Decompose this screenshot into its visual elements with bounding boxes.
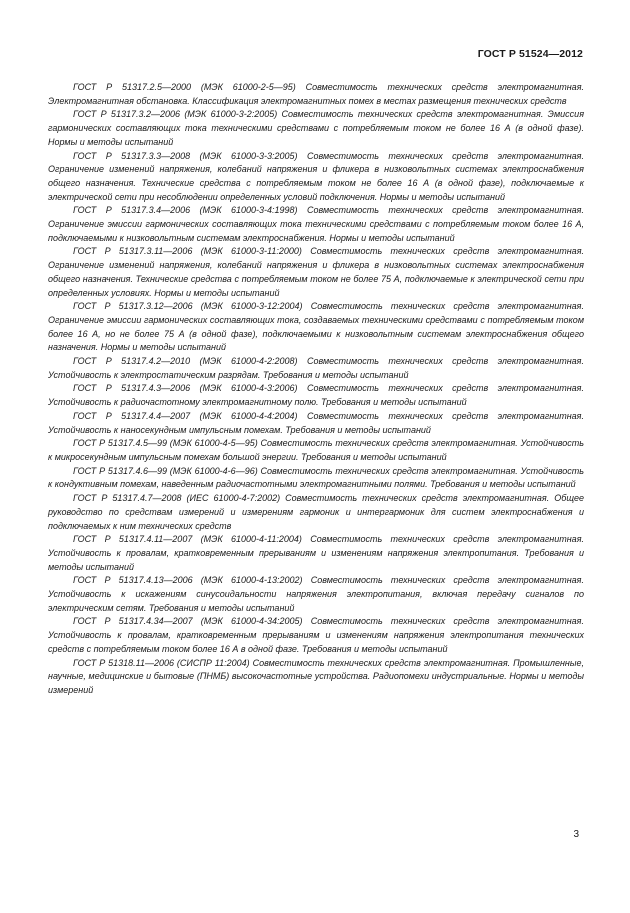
reference-entry: ГОСТ Р 51317.4.6—99 (МЭК 61000-4-6—96) Совместимость технических средств электромагнитная. Устойчивость к кондуктивным помехам, наведенным радиочастотными электромагнитными полями. Требования и методы испытаний [48, 465, 584, 490]
reference-entry: ГОСТ Р 51317.2.5—2000 (МЭК 61000-2-5—95) Совместимость технических средств электромагнитная. Электромагнитная обстановка. Классификация электромагнитных помех в местах размещения технических средств [48, 82, 584, 106]
reference-entry: ГОСТ Р 51317.3.4—2006 (МЭК 61000-3-4:1998) Совместимость технических средств электромагнитная. Ограничение эмиссии гармонических составляющих тока техническими средствами с потребляемым током более 16 А, подключаемыми к низковольтным системам электроснабжения. Нормы и методы испытаний [48, 205, 584, 243]
reference-entry: ГОСТ Р 51317.4.5—99 (МЭК 61000-4-5—95) Совместимость технических средств электромагнитная. Устойчивость к микросекундным импульсным помехам большой энергии. Требования и методы испытаний [48, 438, 584, 462]
reference-list [48, 81, 584, 698]
reference-entry: ГОСТ Р 51317.3.3—2008 (МЭК 61000-3-3:2005) Совместимость технических средств электромагнитная. Ограничение изменений напряжения, колебаний напряжения и фликера в низковольтных системах электроснабжения общего назначения. Технические средства с потребляемым током не более 16 А (в одной фазе), подключаемые к электрической сети при несоблюдении определенных условий подключения. Нормы и методы испытаний [48, 150, 584, 202]
reference-entry: ГОСТ Р 51317.3.2—2006 (МЭК 61000-3-2:2005) Совместимость технических средств электромагнитная. Эмиссия гармонических составляющих тока техническими средствами с потребляемым током не более 16 А (в одной фазе). Нормы и методы испытаний [48, 109, 584, 147]
reference-entry: ГОСТ Р 51318.11—2006 (СИСПР 11:2004) Совместимость технических средств электромагнитная. Промышленные, научные, медицинские и бытовые (ПНМБ) высокочастотные устройства. Радиопомехи индустриальные. Нормы и методы измерений [48, 657, 584, 695]
reference-entry: ГОСТ Р 51317.4.2—2010 (МЭК 61000-4-2:2008) Совместимость технических средств электромагнитная. Устойчивость к электростатическим разрядам. Требования и методы испытаний [48, 356, 584, 380]
reference-entry: ГОСТ Р 51317.4.4—2007 (МЭК 61000-4-4:2004) Совместимость технических средств электромагнитная. Устойчивость к наносекундным импульсным помехам. Требования и методы испытаний [48, 410, 584, 435]
reference-entry: ГОСТ Р 51317.4.11—2007 (МЭК 61000-4-11:2004) Совместимость технических средств электромагнитная. Устойчивость к провалам, кратковременным прерываниям и изменениям напряжения электропитания. Требования и методы испытаний [48, 534, 584, 572]
reference-entry: ГОСТ Р 51317.3.12—2006 (МЭК 61000-3-12:2004) Совместимость технических средств электромагнитная. Ограничение эмиссии гармонических составляющих тока, создаваемых техническими средствами с потребляемым током более 16 А, но не более 75 А (в одной фазе), подключаемыми к низковольтным системам электроснабжения общего назначения. Нормы и методы испытаний [48, 301, 584, 353]
reference-entry: ГОСТ Р 51317.4.13—2006 (МЭК 61000-4-13:2002) Совместимость технических средств электромагнитная. Устойчивость к искажениям синусоидальности напряжения электропитания, включая передачу сигналов по электрическим сетям. Требования и методы испытаний [48, 575, 584, 613]
document-header: ГОСТ Р 51524—2012 [477, 48, 583, 60]
reference-entry: ГОСТ Р 51317.4.3—2006 (МЭК 61000-4-3:2006) Совместимость технических средств электромагнитная. Устойчивость к радиочастотному электромагнитному полю. Требования и методы испытаний [48, 383, 584, 408]
page-number: 3 [573, 829, 579, 840]
reference-entry: ГОСТ Р 51317.3.11—2006 (МЭК 61000-3-11:2000) Совместимость технических средств электромагнитная. Ограничение изменений напряжения, колебаний напряжения и фликера в низковольтных системах электроснабжения общего назначения. Технические средства с потребляемым током не более 75 А, подключаемые к электрической сети при определенных условиях. Нормы и методы испытаний [48, 246, 584, 298]
reference-entry: ГОСТ Р 51317.4.34—2007 (МЭК 61000-4-34:2005) Совместимость технических средств электромагнитная. Устойчивость к провалам, кратковременным прерываниям и изменениям напряжения электропитания технических средств с потребляемым током более 16 А в одной фазе. Требования и методы испытаний [48, 616, 584, 654]
reference-entry: ГОСТ Р 51317.4.7—2008 (ИЕС 61000-4-7:2002) Совместимость технических средств электромагнитная. Общее руководство по средствам измерений и измерениям гармоник и интергармоник для систем электроснабжения и подключаемых к ним технических средств [48, 493, 584, 531]
